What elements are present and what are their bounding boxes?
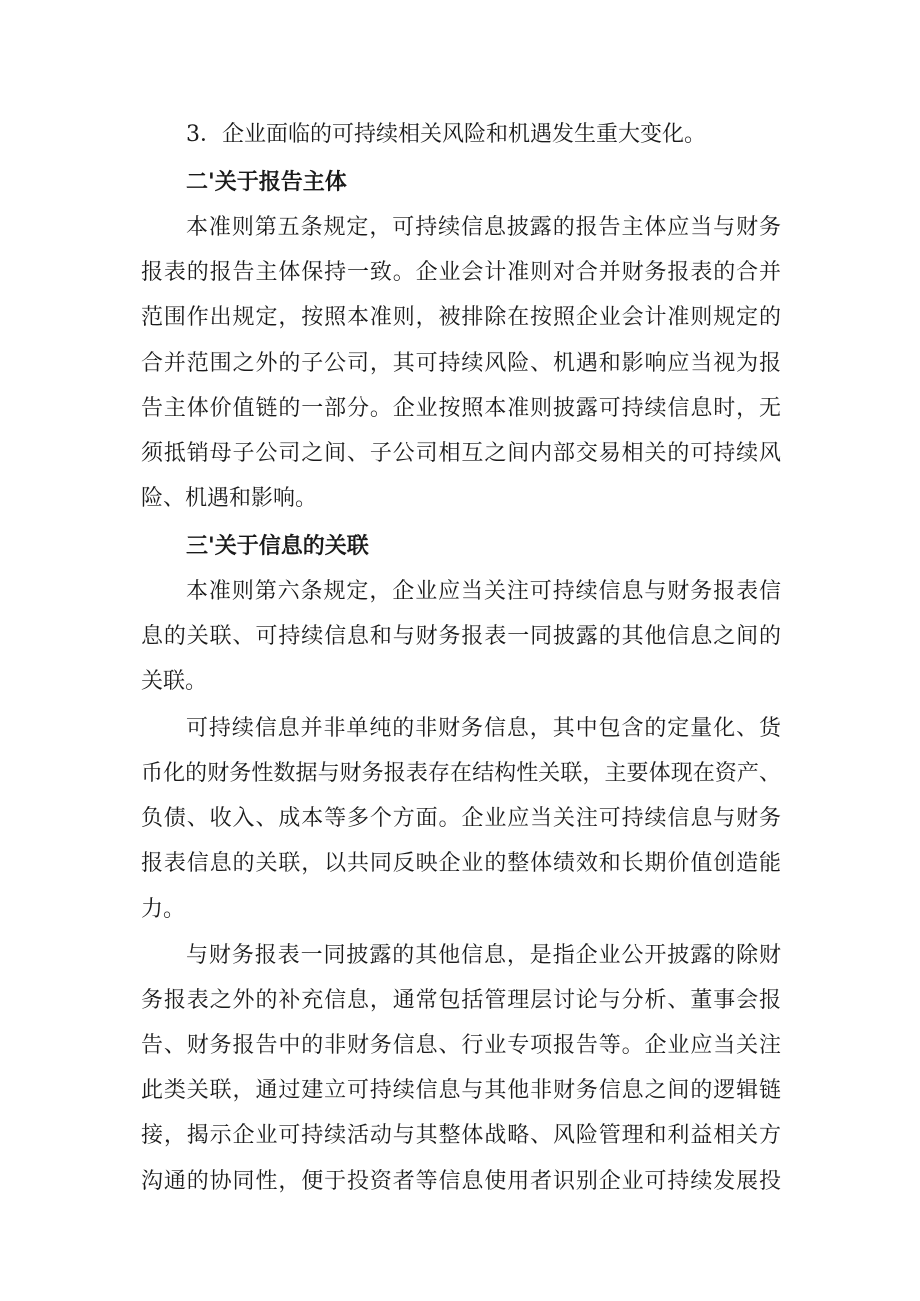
section-heading-information-linkage: 三'关于信息的关联 [186,534,369,559]
section-heading-reporting-entity: 二'关于报告主体 [186,170,347,195]
paragraph-line: 沟通的协同性，便于投资者等信息使用者识别企业可持续发展投 [141,1169,781,1194]
paragraph-line: 告主体价值链的一部分。企业按照本准则披露可持续信息时，无 [141,396,781,421]
paragraph-line: 本准则第六条规定，企业应当关注可持续信息与财务报表信 [186,579,781,604]
paragraph-line: 合并范围之外的子公司，其可持续风险、机遇和影响应当视为报 [141,351,781,376]
paragraph-line: 币化的财务性数据与财务报表存在结构性关联，主要体现在资产、 [141,761,781,786]
paragraph-line: 可持续信息并非单纯的非财务信息，其中包含的定量化、货 [186,716,781,741]
paragraph-line: 报表信息的关联，以共同反映企业的整体绩效和长期价值创造能 [141,851,781,876]
paragraph-line: 接，揭示企业可持续活动与其整体战略、风险管理和利益相关方 [141,1123,781,1148]
paragraph-line: 报表的报告主体保持一致。企业会计准则对合并财务报表的合并 [141,260,781,285]
paragraph-line: 此类关联，通过建立可持续信息与其他非财务信息之间的逻辑链 [141,1078,781,1103]
paragraph-line: 险、机遇和影响。 [141,486,318,511]
paragraph-line: 本准则第五条规定，可持续信息披露的报告主体应当与财务 [186,215,781,240]
paragraph-line: 与财务报表一同披露的其他信息，是指企业公开披露的除财 [186,943,781,968]
paragraph-line: 范围作出规定，按照本准则，被排除在按照企业会计准则规定的 [141,305,781,330]
paragraph-line: 负债、收入、成本等多个方面。企业应当关注可持续信息与财务 [141,806,781,831]
list-item-3: 3．企业面临的可持续相关风险和机遇发生重大变化。 [186,122,706,147]
paragraph-line: 关联。 [141,669,208,694]
paragraph-line: 力。 [141,897,186,922]
paragraph-line: 须抵销母子公司之间、子公司相互之间内部交易相关的可持续风 [141,441,781,466]
paragraph-line: 息的关联、可持续信息和与财务报表一同披露的其他信息之间的 [141,624,781,649]
paragraph-line: 告、财务报告中的非财务信息、行业专项报告等。企业应当关注 [141,1033,781,1058]
paragraph-line: 务报表之外的补充信息，通常包括管理层讨论与分析、董事会报 [141,988,781,1013]
